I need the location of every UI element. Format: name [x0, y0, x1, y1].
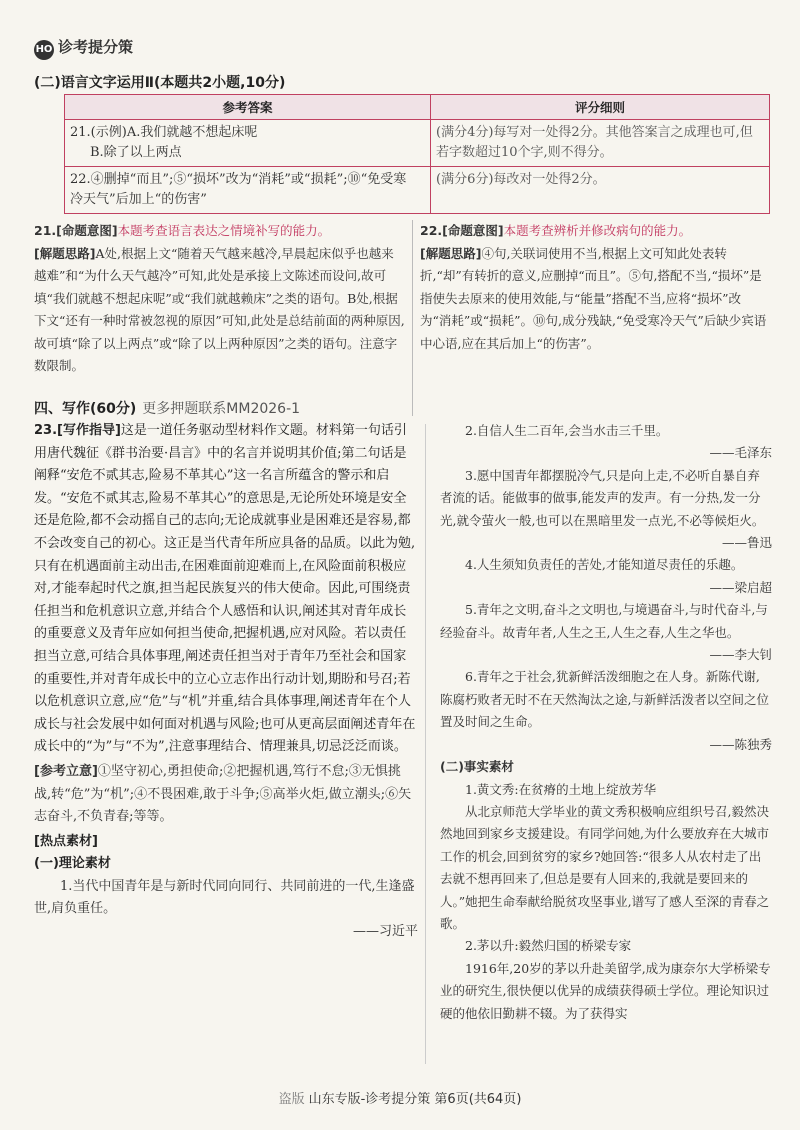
q21-answer-line-2: B.除了以上两点: [90, 145, 182, 160]
q21-criteria: (满分4分)每写对一处得2分。其他答案言之成理也可,但若字数超过10个字,则不得分。: [431, 120, 770, 167]
col-header-answer: 参考答案: [65, 95, 431, 120]
writing-title: [34, 398, 300, 418]
q21-answer-line-1: 21.(示例)A.我们就越不想起床呢: [70, 125, 258, 140]
q22-answer: [65, 167, 431, 214]
q22-idea: ④句,关联词使用不当,根据上文可知此处表转折,“却”有转折的意义,应删掉“而且”。⑤句,搭配不当,“损坏”是指使失去原来的使用效能,与“能量”搭配不当,应将“损坏”改为“消耗”或“损耗”。⑩句,成分残缺,“免受寒冷天气”后缺少宾语中心语,应在其后加上“的伤害”。: [420, 245, 767, 351]
fact-item-2: 1916年,20岁的茅以升赴美留学,成为康奈尔大学桥梁专业的研究生,很快便以优异的成绩获得硕士学位。理论知识过硬的他依旧勤耕不辍。为了获得实: [440, 960, 771, 1021]
q22-criteria: (满分6分)每改对一处得2分。: [431, 167, 770, 214]
column-divider: [412, 220, 413, 416]
fact-item-2-title: 2.茅以升:毅然归国的桥梁专家: [465, 938, 632, 954]
ref-text: ①坚守初心,勇担使命;②把握机遇,笃行不怠;③无惧挑战,转“危”为“机”;④不畏困难,敢于斗争;⑤高举火炬,做立潮头;⑥矢志奋斗,不负青春;等等。: [34, 763, 412, 825]
q22-intent-label: 22.[命题意图]: [420, 223, 504, 238]
brand-header: [34, 36, 133, 60]
column-divider: [425, 424, 426, 1064]
q22-idea-label: [解题思路]: [420, 245, 482, 261]
table-row: [65, 167, 770, 214]
answer-table: [64, 94, 770, 214]
q22-answer-line-2: 冷天气”后加上“的伤害”: [70, 192, 207, 207]
section-title: (二)语言文字运用Ⅱ(本题共2小题,10分): [34, 75, 286, 91]
q21-idea-label: [解题思路]: [34, 245, 96, 261]
footer-seal: 盗版: [278, 1092, 305, 1107]
table-row: [65, 120, 770, 167]
page-footer: [0, 1088, 800, 1107]
theory-item-6-attribution: ——陈独秀: [709, 736, 772, 752]
fact-label: (二)事实素材: [440, 759, 514, 775]
q21-intent: 本题考查语言表达之情境补写的能力。: [117, 223, 331, 238]
q22-intent: 本题考查辨析并修改病句的能力。: [503, 223, 692, 238]
brand-logo-icon: HO: [34, 40, 54, 60]
theory-item-3-attribution: ——鲁迅: [721, 535, 772, 551]
brand-name: 诊考提分策: [58, 38, 134, 56]
fact-item-1-title: 1.黄文秀:在贫瘠的土地上绽放芳华: [465, 781, 657, 797]
theory-item-2-attribution: ——毛泽东: [709, 445, 772, 461]
theory-label: (一)理论素材: [34, 856, 111, 872]
q21-idea: A处,根据上文“随着天气越来越冷,早晨起床似乎也越来越难”和“为什么天气越冷”可知,此处是承接上文陈述而设问,故可填“我们就越不想起床呢”或“我们就越赖床”之类的语句。B处,根据下文“还有一种时常被忽视的原因”可知,此处是总结前面的两种原因,故可填“除了以上两点”或“除了以上两种原因”之类的语句。注意字数限制。: [34, 245, 405, 373]
theory-item-2: 2.自信人生二百年,会当水击三千里。: [465, 423, 669, 438]
theory-item-5-attribution: ——李大钊: [709, 647, 772, 663]
guide-text: 这是一道任务驱动型材料作文题。材料第一句话引用唐代魏征《群书治要·昌言》中的名言并说明其价值;第二句话是阐释“安危不贰其志,险易不革其心”这一名言所蕴含的警示和启发。“安危不贰其志,险易不革其心”的意思是,无论所处环境是安全还是危险,都不会动摇自己的志向;无论成就事业是困难还是容易,都不会改变自己的初心。这正是当代青年所应具备的品质。以此为勉,只有在机遇面前主动出击,在困难面前迎难而上,在风险面前积极应对,才能奉起时代之旗,担当起民族复兴的伟大使命。因此,可围绕责任担当和危机意识立意,并结合个人感悟和认识,阐述其对青年成长的重要意义及青年应如何担当使命,把握机遇,应对风险。若以责任担当立意,可结合具体事理,阐述责任担当对于青年乃至社会和国家的重要性,并对青年成长中的立心立志作出行动计划,期盼和号召;若以危机意识立意,应“危”与“机”并重,结合具体事理,阐述青年在个人成长与社会发展中如何面对机遇与风险;也可从更高层面阐述青年在成长中的“为”与“不为”,注意事理结合、情理兼具,切忌泛泛而谈。: [34, 423, 416, 755]
ref-label: [参考立意]: [34, 763, 98, 779]
col-header-criteria: 评分细则: [431, 95, 770, 120]
q21-explanation: [34, 220, 406, 378]
hot-label: [热点素材]: [34, 833, 98, 849]
theory-item-4: 4.人生须知负责任的苦处,才能知道尽责任的乐趣。: [465, 557, 744, 573]
q22-answer-line-1: 22.④删掉“而且”;⑤“损坏”改为“消耗”或“损耗”;⑩“免受寒: [70, 172, 407, 187]
theory-item-1: 1.当代中国青年是与新时代同向同行、共同前进的一代,生逢盛世,肩负重任。: [34, 878, 415, 917]
theory-item-3: 3.愿中国青年都摆脱冷气,只是向上走,不必听自暴自弃者流的话。能做事的做事,能发声的发声。有一分热,发一分光,就令萤火一般,也可以在黑暗里发一点光,不必等候炬火。: [440, 467, 765, 528]
q22-explanation: [420, 220, 770, 355]
theory-item-1-attribution: ——习近平: [352, 924, 418, 940]
q21-intent-label: 21.[命题意图]: [34, 223, 118, 238]
materials-column: [440, 420, 772, 1025]
theory-item-6: 6.青年之于社会,犹新鲜活泼细胞之在人身。新陈代谢,陈腐朽败者无时不在天然淘汰之途,与新鲜活泼者以空间之位置及时间之生命。: [440, 669, 769, 730]
watermark-text: 更多押题联系MM2026-1: [142, 401, 301, 417]
theory-item-4-attribution: ——梁启超: [709, 579, 772, 595]
footer-text: 山东专版-诊考提分策 第6页(共64页): [308, 1092, 522, 1107]
writing-guide: [34, 420, 418, 944]
fact-item-1: 从北京师范大学毕业的黄文秀积极响应组织号召,毅然决然地回到家乡支援建设。有同学问她,为什么要放弃在大城市工作的机会,回到贫穷的家乡?她回答:“很多人从农村走了出去就不想再回来了,但总是要有人回来的,我就是要回来的人。”她把生命奉献给脱贫攻坚事业,谱写了感人至深的青春之歌。: [440, 803, 770, 931]
q21-answer: [65, 120, 431, 167]
theory-item-5: 5.青年之文明,奋斗之文明也,与境遇奋斗,与时代奋斗,与经验奋斗。故青年者,人生之王,人生之春,人生之华也。: [440, 602, 768, 640]
writing-title-text: 四、写作(60分): [34, 401, 137, 417]
guide-label: 23.[写作指导]: [34, 423, 121, 438]
